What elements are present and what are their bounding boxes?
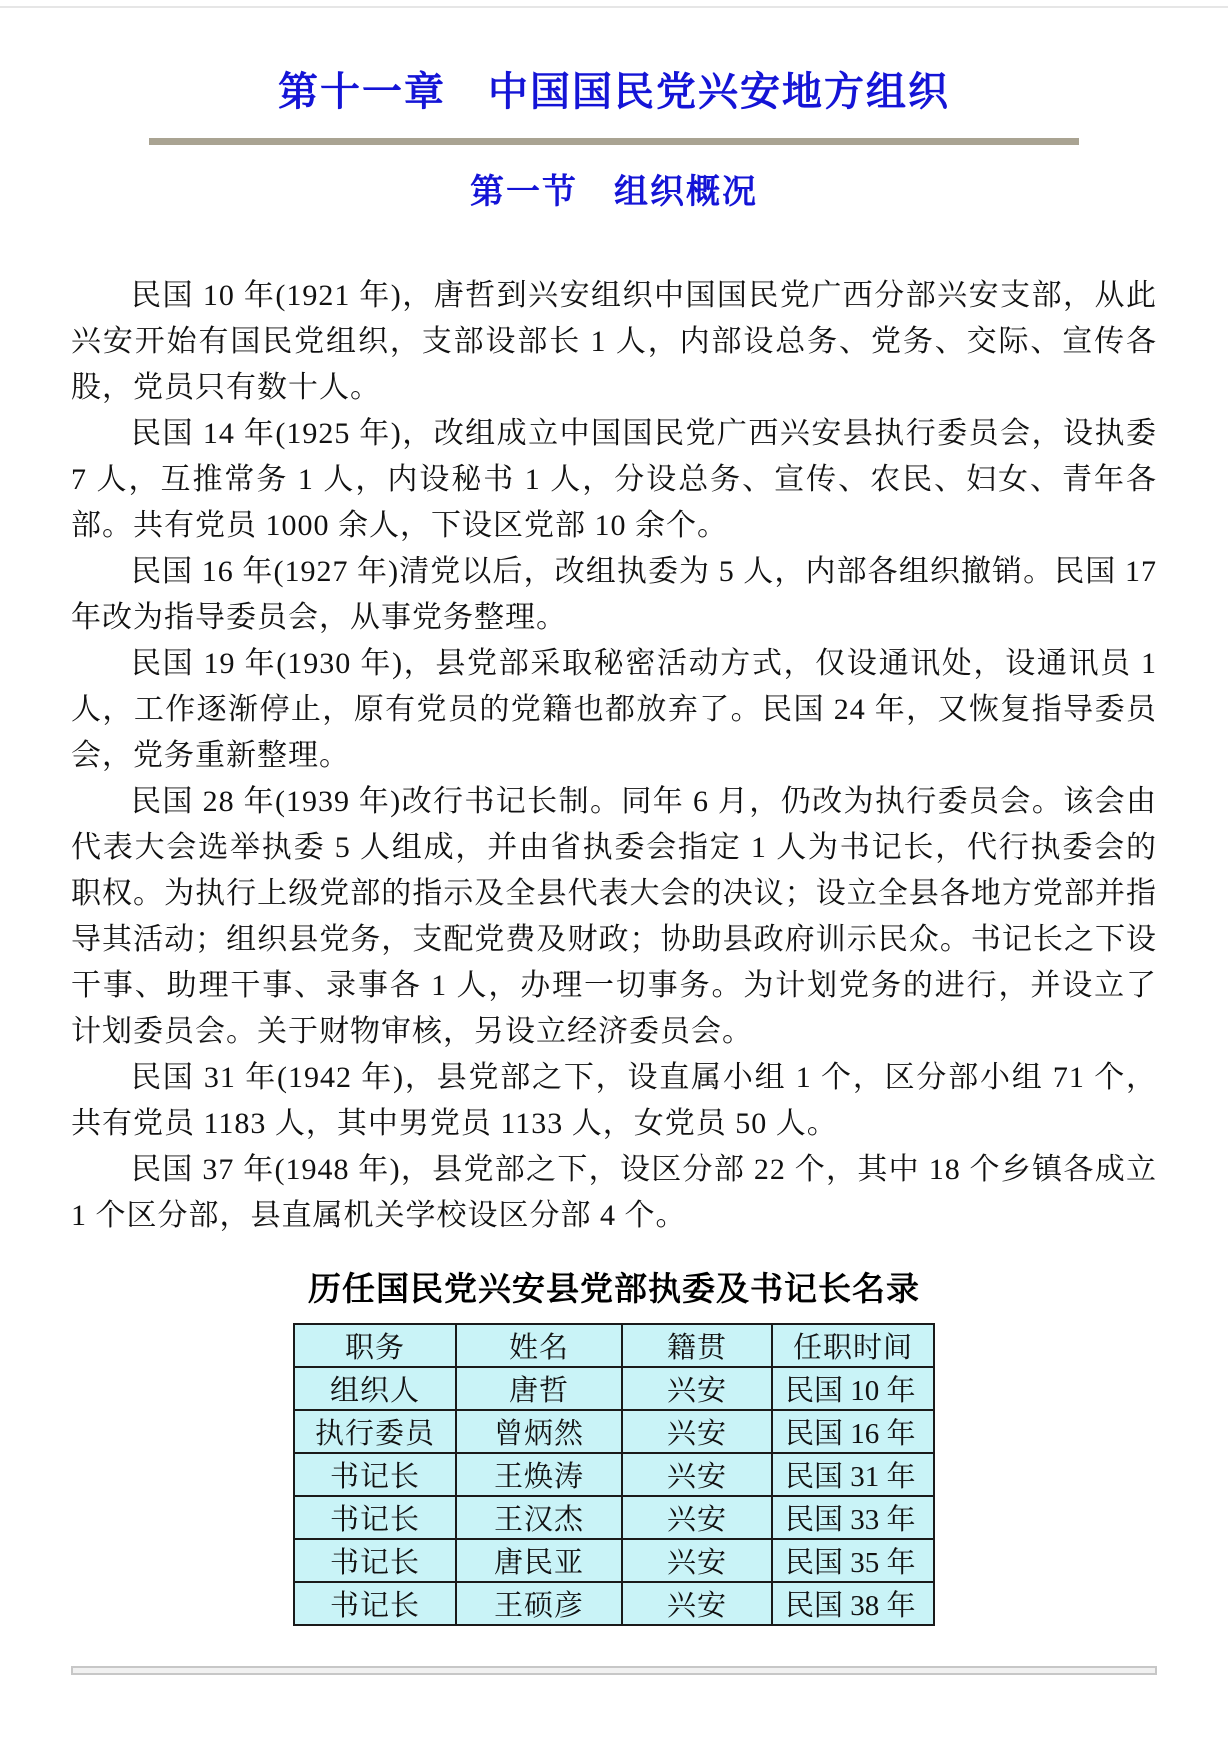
table-row bbox=[294, 1410, 934, 1453]
cell-position: 组织人 bbox=[294, 1367, 456, 1410]
roster-table bbox=[293, 1323, 935, 1626]
cell-position: 书记长 bbox=[294, 1539, 456, 1582]
table-row bbox=[294, 1367, 934, 1410]
roster-table-title: 历任国民党兴安县党部执委及书记长名录 bbox=[308, 1272, 920, 1308]
cell-tenure: 民国 16 年 bbox=[772, 1410, 934, 1453]
paragraph: 民国 16 年(1927 年)清党以后，改组执委为 5 人，内部各组织撤销。民国 17 年改为指导委员会，从事党务整理。 bbox=[71, 555, 1157, 634]
cell-name: 唐哲 bbox=[456, 1367, 622, 1410]
cell-tenure: 民国 38 年 bbox=[772, 1582, 934, 1625]
paragraph: 民国 19 年(1930 年)，县党部采取秘密活动方式，仅设通讯处，设通讯员 1 人，工作逐渐停止，原有党员的党籍也都放弃了。民国 24 年，又恢复指导委员会，党务重新整理。 bbox=[71, 647, 1157, 772]
cell-name: 曾炳然 bbox=[456, 1410, 622, 1453]
footer-divider bbox=[71, 1666, 1157, 1675]
roster-table-block bbox=[0, 1269, 1228, 1626]
table-row bbox=[294, 1539, 934, 1582]
cell-name: 唐民亚 bbox=[456, 1539, 622, 1582]
cell-origin: 兴安 bbox=[622, 1539, 772, 1582]
cell-position: 书记长 bbox=[294, 1582, 456, 1625]
header-cell-origin: 籍贯 bbox=[622, 1324, 772, 1367]
cell-origin: 兴安 bbox=[622, 1582, 772, 1625]
table-row bbox=[294, 1582, 934, 1625]
header-cell-position: 职务 bbox=[294, 1324, 456, 1367]
paragraph: 民国 28 年(1939 年)改行书记长制。同年 6 月，仍改为执行委员会。该会由代表大会选举执委 5 人组成，并由省执委会指定 1 人为书记长，代行执委会的职权。为执行上级党部的指示及全县代表大会的决议；设立全县各地方党部并指导其活动；组织县党务，支配党费及财政；协助县政府训示民众。书记长之下设干事、助理干事、录事各 1 人，办理一切事务。为计划党务的进行，并设立了计划委员会。关于财物审核，另设立经济委员会。 bbox=[71, 785, 1157, 1048]
cell-tenure: 民国 35 年 bbox=[772, 1539, 934, 1582]
section-title: 第一节 组织概况 bbox=[470, 174, 758, 211]
cell-tenure: 民国 31 年 bbox=[772, 1453, 934, 1496]
cell-name: 王硕彦 bbox=[456, 1582, 622, 1625]
chapter-title: 第十一章 中国国民党兴安地方组织 bbox=[278, 69, 950, 114]
cell-name: 王焕涛 bbox=[456, 1453, 622, 1496]
paragraph: 民国 14 年(1925 年)，改组成立中国国民党广西兴安县执行委员会，设执委 7 人，互推常务 1 人，内设秘书 1 人，分设总务、宣传、农民、妇女、青年各部。共有党员 1000 余人，下设区党部 10 余个。 bbox=[71, 417, 1157, 542]
header-cell-name: 姓名 bbox=[456, 1324, 622, 1367]
cell-tenure: 民国 33 年 bbox=[772, 1496, 934, 1539]
paragraph: 民国 10 年(1921 年)，唐哲到兴安组织中国国民党广西分部兴安支部，从此兴安开始有国民党组织，支部设部长 1 人，内部设总务、党务、交际、宣传各股，党员只有数十人。 bbox=[71, 279, 1157, 404]
table-header-row bbox=[294, 1324, 934, 1367]
table-row bbox=[294, 1496, 934, 1539]
page-top-divider bbox=[0, 6, 1228, 8]
cell-origin: 兴安 bbox=[622, 1410, 772, 1453]
paragraph: 民国 31 年(1942 年)，县党部之下，设直属小组 1 个，区分部小组 71 个，共有党员 1183 人，其中男党员 1133 人，女党员 50 人。 bbox=[71, 1061, 1157, 1140]
cell-position: 书记长 bbox=[294, 1496, 456, 1539]
cell-name: 王汉杰 bbox=[456, 1496, 622, 1539]
cell-position: 书记长 bbox=[294, 1453, 456, 1496]
header-cell-tenure: 任职时间 bbox=[772, 1324, 934, 1367]
paragraph: 民国 37 年(1948 年)，县党部之下，设区分部 22 个，其中 18 个乡镇各成立 1 个区分部，县直属机关学校设区分部 4 个。 bbox=[71, 1153, 1157, 1232]
cell-origin: 兴安 bbox=[622, 1453, 772, 1496]
cell-position: 执行委员 bbox=[294, 1410, 456, 1453]
chapter-title-underline bbox=[149, 138, 1079, 145]
table-row bbox=[294, 1453, 934, 1496]
cell-origin: 兴安 bbox=[622, 1367, 772, 1410]
body-text bbox=[71, 273, 1157, 1239]
cell-tenure: 民国 10 年 bbox=[772, 1367, 934, 1410]
cell-origin: 兴安 bbox=[622, 1496, 772, 1539]
